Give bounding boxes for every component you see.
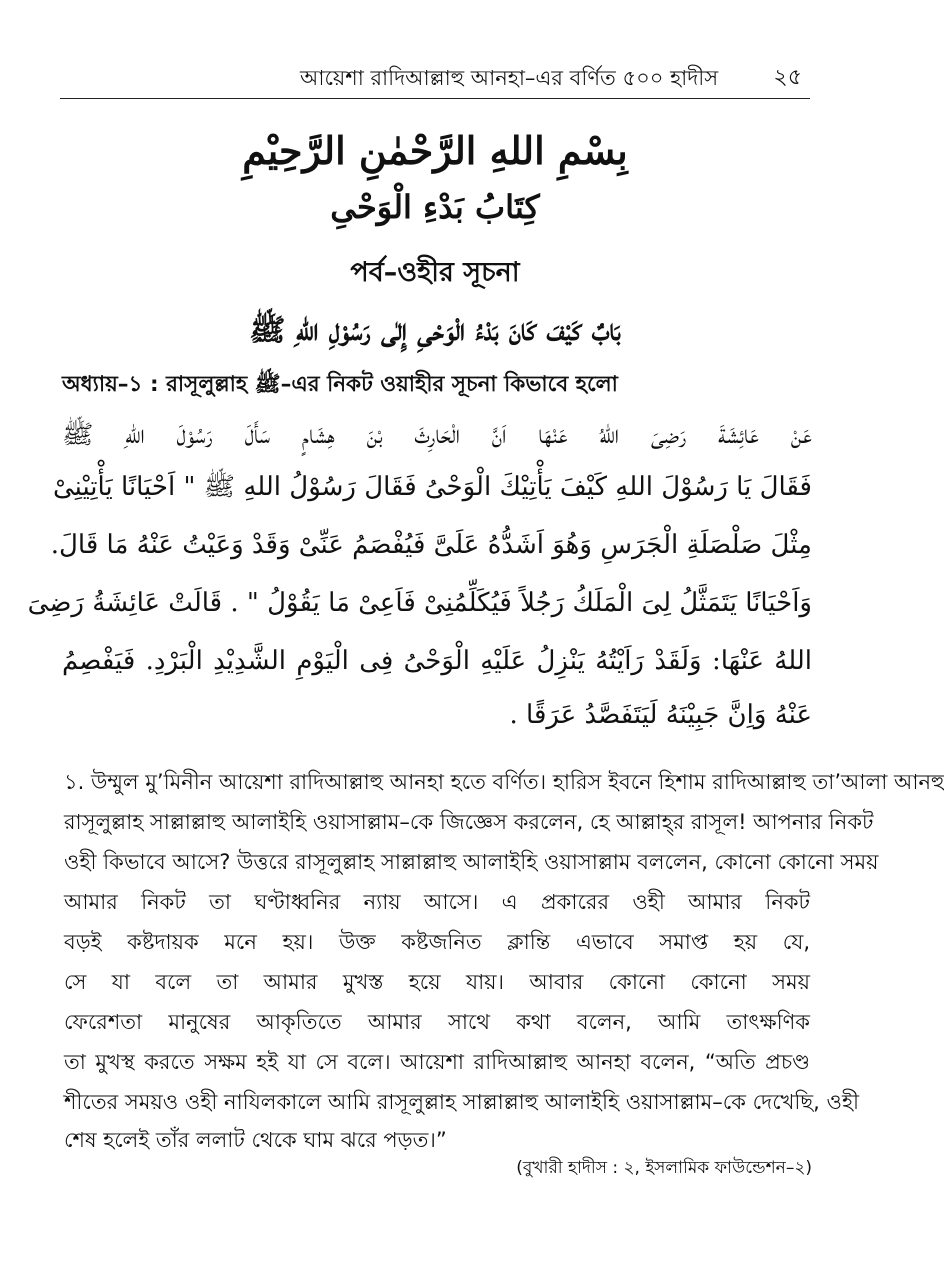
chapter-title-arabic: بَابٌ كَيْفَ كَانَ بَدْءُ الْوَحْىِ إِلٰى رَسُوْلِ اللهِ ﷺ xyxy=(249,313,621,348)
citation: (বুখারী হাদীস : ২, ইসলামিক ফাউন্ডেশন–২) xyxy=(516,1158,812,1178)
hadith-bangla-line: সে যা বলে তা আমার মুখস্ত হয়ে যায়। আবার কোনো কোনো সময় xyxy=(64,970,810,994)
basmala: بِسْمِ اللهِ الرَّحْمٰنِ الرَّحِيْمِ xyxy=(242,128,628,173)
hadith-bangla-line: শীতের সময়ও ওহী নাযিলকালে আমি রাসূলুল্লাহ সাল্লাল্লাহু আলাইহি ওয়াসাল্লাম–কে দেখেছি, ওহী xyxy=(64,1090,860,1114)
hadith-arabic-line: فَقَالَ يَا رَسُوْلَ اللهِ كَيْفَ يَأْتِيْكَ الْوَحْىُ فَقَالَ رَسُوْلُ اللهِ ﷺ " اَحْيَانًا يَأْتِيْنِىْ xyxy=(52,472,812,502)
hadith-bangla-line: শেষ হলেই তাঁর ললাট থেকে ঘাম ঝরে পড়ত।” xyxy=(64,1128,447,1152)
hadith-arabic-line: عَنْ عَائِشَةَ رَضِىَ اللهُ عَنْهَا اَنَّ الْحَارِثَ بْنَ هِشَامٍ سَأَلَ رَسُوْلَ اللهِ ﷺ xyxy=(62,420,812,450)
hadith-bangla-line: আমার নিকট তা ঘণ্টাধ্বনির ন্যায় আসে। এ প্রকারের ওহী আমার নিকট xyxy=(64,890,810,914)
book-title-arabic: كِتَابُ بَدْءِ الْوَحْىِ xyxy=(330,188,540,226)
section-title: পর্ব–ওহীর সূচনা xyxy=(350,257,520,288)
hadith-arabic-line: مِثْلَ صَلْصَلَةِ الْجَرَسِ وَهُوَ اَشَدُّهُ عَلَىَّ فَيُفْصَمُ عَنِّىْ وَقَدْ وَعَيْتُ عَنْهُ مَا قَالَ. xyxy=(50,530,812,560)
running-header xyxy=(60,58,810,99)
chapter-title-bangla: অধ্যায়–১ : রাসূলুল্লাহ ﷺ–এর নিকট ওয়াহীর সূচনা কিভাবে হলো xyxy=(62,372,618,397)
hadith-bangla-line: ফেরেশতা মানুষের আকৃতিতে আমার সাথে কথা বলেন, আমি তাৎক্ষণিক xyxy=(64,1010,810,1034)
hadith-bangla-line: তা মুখস্থ করতে সক্ষম হই যা সে বলে। আয়েশা রাদিআল্লাহু আনহা বলেন, “অতি প্রচণ্ড xyxy=(64,1050,810,1074)
hadith-arabic-line: عَنْهُ وَاِنَّ جَبِيْنَهُ لَيَتَفَصَّدُ عَرَقًا . xyxy=(509,700,812,730)
hadith-bangla-line: ওহী কিভাবে আসে? উত্তরে রাসূলুল্লাহ সাল্লাল্লাহু আলাইহি ওয়াসাল্লাম বললেন, কোনো কোনো সময় xyxy=(64,850,879,874)
hadith-arabic-line: وَاَحْيَانًا يَتَمَثَّلُ لِىَ الْمَلَكُ رَجُلاً فَيُكَلِّمُنِىْ فَاَعِىْ مَا يَقُوْلُ " . قَالَتْ عَائِشَةُ رَضِىَ xyxy=(27,588,812,618)
hadith-bangla-line: বড়ই কষ্টদায়ক মনে হয়। উক্ত কষ্টজনিত ক্লান্তি এভাবে সমাপ্ত হয় যে, xyxy=(64,930,810,954)
hadith-bangla-line: রাসূলুল্লাহ সাল্লাল্লাহু আলাইহি ওয়াসাল্লাম–কে জিজ্ঞেস করলেন, হে আল্লাহ্‌র রাসূল! আপনার নিকট xyxy=(64,810,874,834)
page-number: ২৫ xyxy=(773,65,802,90)
hadith-bangla-line: ১. উম্মুল মু’মিনীন আয়েশা রাদিআল্লাহু আনহা হতে বর্ণিত। হারিস ইবনে হিশাম রাদিআল্লাহু তা’আলা আনহু xyxy=(64,770,944,794)
hadith-arabic-line: اللهُ عَنْهَا: وَلَقَدْ رَاَيْتُهُ يَنْزِلُ عَلَيْهِ الْوَحْىُ فِى الْيَوْمِ الشَّدِيْدِ الْبَرْدِ. فَيَفْصِمُ xyxy=(62,646,812,676)
running-title: আয়েশা রাদিআল্লাহু আনহা–এর বর্ণিত ৫০০ হাদীস xyxy=(300,66,719,90)
